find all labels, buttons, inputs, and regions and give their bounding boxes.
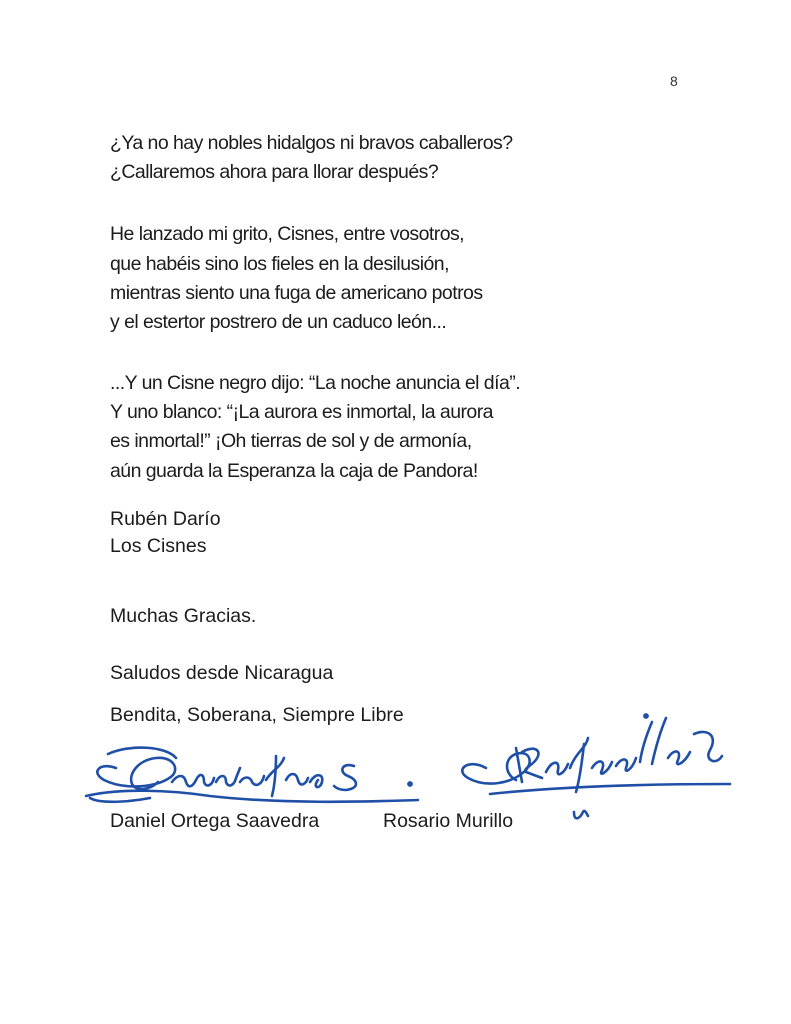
poem-line: es inmortal!” ¡Oh tierras de sol y de armonía,	[110, 430, 472, 452]
poem-line: He lanzado mi grito, Cisnes, entre vosotros,	[110, 223, 465, 245]
poem-line: aún guarda la Esperanza la caja de Pandora!	[110, 460, 478, 482]
closing-motto: Bendita, Soberana, Siempre Libre	[110, 704, 404, 726]
poem-line: ...Y un Cisne negro dijo: “La noche anuncia el día”.	[110, 372, 521, 394]
poem-line: y el estertor postrero de un caduco león...	[110, 311, 447, 333]
closing-thanks: Muchas Gracias.	[110, 605, 257, 627]
page-number: 8	[670, 73, 678, 89]
poem-line: mientras siento una fuga de americano potros	[110, 282, 483, 304]
poem-title: Los Cisnes	[110, 535, 207, 557]
poem-line: ¿Callaremos ahora para llorar después?	[110, 161, 439, 183]
signer-name-2: Rosario Murillo	[383, 810, 514, 832]
poem-line: ¿Ya no hay nobles hidalgos ni bravos caballeros?	[110, 132, 513, 154]
signature-image-daniel-ortega	[80, 738, 430, 810]
signer-name-1: Daniel Ortega Saavedra	[110, 810, 320, 832]
closing-greeting: Saludos desde Nicaragua	[110, 662, 334, 684]
poem-author: Rubén Darío	[110, 508, 221, 530]
poem-line: Y uno blanco: “¡La aurora es inmortal, la aurora	[110, 401, 493, 423]
poem-line: que habéis sino los fieles en la desilusión,	[110, 253, 449, 275]
